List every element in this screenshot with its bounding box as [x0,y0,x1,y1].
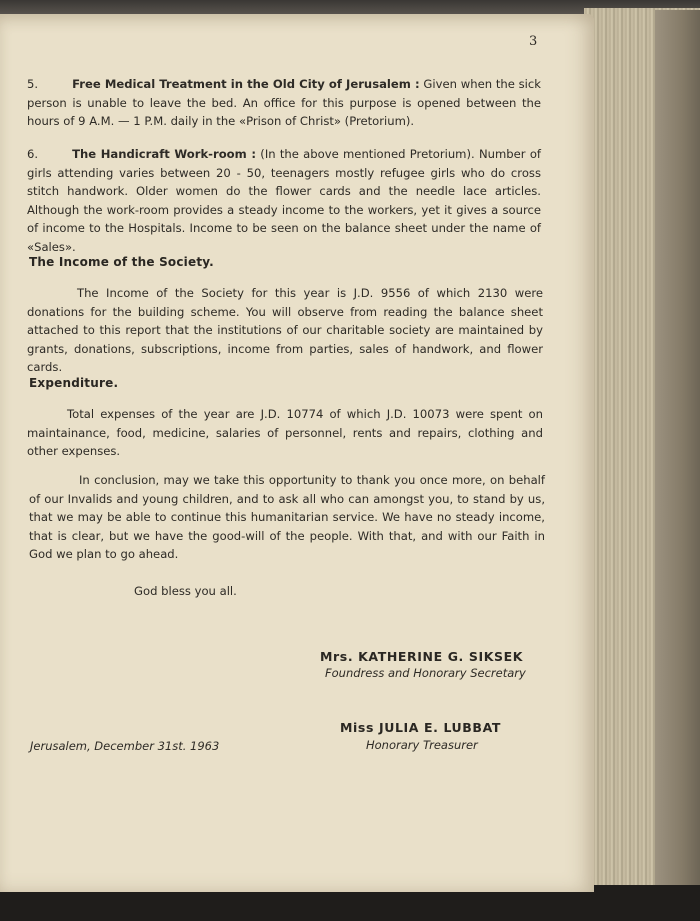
section-5-number: 5. [27,77,39,91]
page-number: 3 [529,34,538,49]
section-6-body: (In the above mentioned Pretorium). Number of girls attending varies between 20 - 50, teenagers mostly refugee girls who do cross stitch handwork. Older women do the flower cards and the needle lace articles. Although the work-room provides a steady income to the workers, yet it gives a source of income to the Hospitals. Income to be seen on the balance sheet under the name of «Sales». [27,147,541,254]
conclusion-body: In conclusion, may we take this opportunity to thank you once more, on behalf of our Invalids and young children, and to ask all who can amongst you, to stand by us, that we may be able to continue this humanitarian service. We have no steady income, that is clear, but we have the good-will of the people. With that, and with our Faith in God we plan to go ahead. [29,473,545,561]
signatory-1-title: Foundress and Honorary Secretary [325,666,526,680]
income-heading: The Income of the Society. [29,255,214,269]
place-date: Jerusalem, December 31st. 1963 [30,739,220,753]
blessing: God bless you all. [134,584,237,598]
section-5 [27,75,541,131]
income-body: The Income of the Society for this year is J.D. 9556 of which 2130 were donations for the building scheme. You will observe from reading the balance sheet attached to this report that the institutions of our charitable society are maintained by grants, donations, subscriptions, income from parties, sales of handwork, and flower cards. [27,286,543,374]
section-6 [27,145,541,256]
signatory-2-name: Miss JULIA E. LUBBAT [340,720,501,735]
section-5-body: Given when the sick person is unable to leave the bed. An office for this purpose is opened between the hours of 9 A.M. — 1 P.M. daily in the «Prison of Christ» (Pretorium). [27,77,541,128]
book-cover-edge [655,10,700,892]
section-6-title: The Handicraft Work-room : [72,147,256,161]
signatory-2-title: Honorary Treasurer [366,738,478,752]
expenditure-heading: Expenditure. [29,376,119,390]
section-5-title: Free Medical Treatment in the Old City of Jerusalem : [72,77,420,91]
document-page [0,14,594,892]
section-6-number: 6. [27,147,39,161]
signatory-1-name: Mrs. KATHERINE G. SIKSEK [320,649,524,664]
expenditure-body: Total expenses of the year are J.D. 10774 of which J.D. 10073 were spent on maintainance, food, medicine, salaries of personnel, rents and repairs, clothing and other expenses. [27,407,543,458]
